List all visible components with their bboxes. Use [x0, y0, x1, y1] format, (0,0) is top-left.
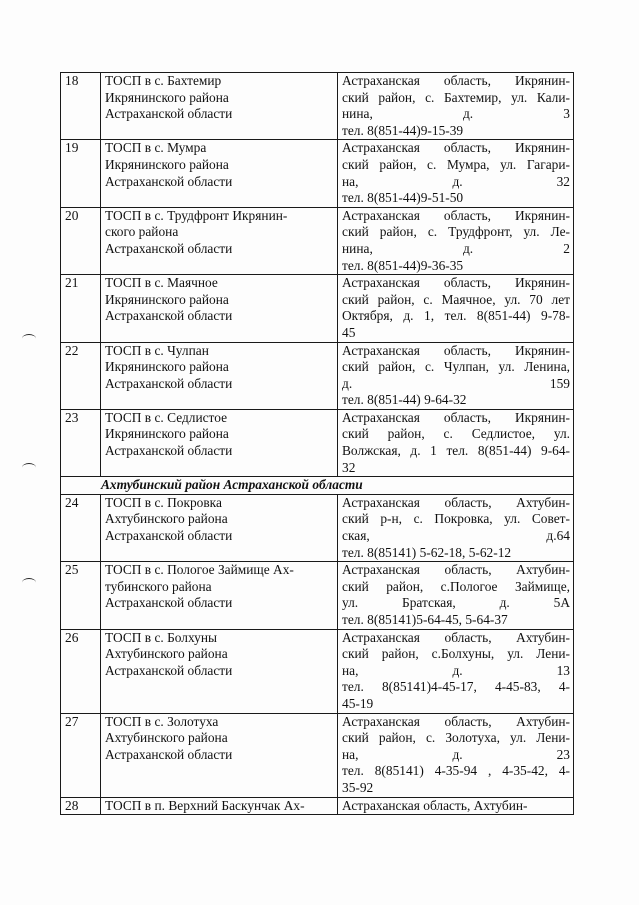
office-name-line: ТОСП в с. Болхуны: [105, 629, 218, 645]
address-cell: [338, 797, 574, 815]
row-number: 26: [61, 629, 101, 713]
row-number: 19: [61, 140, 101, 207]
address-line: 32: [342, 459, 356, 475]
office-name-cell: [101, 629, 338, 713]
table-row: [61, 73, 574, 140]
address-line: ский район, с. Золотуха, ул. Лени-: [342, 730, 570, 746]
address-line: 45: [342, 324, 356, 340]
address-line: тел. 8(851-44)9-51-50: [342, 190, 464, 206]
address-line: на, д. 13: [342, 662, 570, 678]
address-line: ский район, с. Мумра, ул. Гагари-: [342, 156, 570, 172]
table-row: [61, 140, 574, 207]
office-name-line: ТОСП в с. Покровка: [105, 494, 222, 510]
address-line: на, д. 23: [342, 746, 570, 762]
row-number: 24: [61, 494, 101, 561]
address-line: д. 159: [342, 375, 570, 391]
hole-punch-mark: [22, 334, 36, 343]
office-name-line: Астраханской области: [105, 595, 233, 611]
address-line: Астраханская область, Икрянин-: [342, 275, 570, 291]
office-name-cell: [101, 275, 338, 342]
address-line: тел. 8(851-44)9-15-39: [342, 122, 464, 138]
row-number: 18: [61, 73, 101, 140]
address-line: нина, д. 3: [342, 106, 570, 122]
office-name-line: Икрянинского района: [105, 359, 229, 375]
table-row: [61, 797, 574, 815]
address-cell: [338, 629, 574, 713]
address-line: ский район, с.Болхуны, ул. Лени-: [342, 646, 570, 662]
table-row: [61, 275, 574, 342]
office-name-line: Ахтубинского района: [105, 511, 228, 527]
row-number: 22: [61, 342, 101, 409]
table-row: [61, 562, 574, 629]
address-line: тел. 8(851-44)9-36-35: [342, 257, 464, 273]
office-name-line: Икрянинского района: [105, 291, 229, 307]
address-line: Астраханская область, Икрянин-: [342, 342, 570, 358]
address-cell: [338, 207, 574, 274]
row-number: 23: [61, 409, 101, 476]
address-line: Октября, д. 1, тел. 8(851-44) 9-78-: [342, 308, 570, 324]
row-number: 20: [61, 207, 101, 274]
office-name-line: Ахтубинского района: [105, 646, 228, 662]
address-line: 35-92: [342, 779, 374, 795]
office-name-cell: [101, 797, 338, 815]
office-name-line: ТОСП в с. Пологое Займище Ах-: [105, 562, 294, 578]
office-name-line: Икрянинского района: [105, 156, 229, 172]
office-name-line: Астраханской области: [105, 308, 233, 324]
address-cell: [338, 494, 574, 561]
address-line: тел. 8(85141)5-64-45, 5-64-37: [342, 612, 508, 627]
office-name-line: ТОСП в с. Седлистое: [105, 409, 228, 425]
office-name-line: ТОСП в с. Чулпан: [105, 342, 209, 358]
address-line: Волжская, д. 1 тел. 8(851-44) 9-64-: [342, 443, 570, 459]
table-body-akhtubinsky: [61, 494, 574, 814]
office-name-line: Астраханской области: [105, 746, 233, 762]
address-line: ский район, с.Пологое Займище,: [342, 578, 570, 594]
address-line: ская, д.64: [342, 528, 570, 544]
office-name-line: ТОСП в с. Золотуха: [105, 713, 219, 729]
office-name-cell: [101, 342, 338, 409]
address-cell: [338, 275, 574, 342]
address-line: тел. 8(85141) 4-35-94 , 4-35-42, 4-: [342, 763, 570, 779]
table-row: [61, 713, 574, 797]
office-name-line: ТОСП в с. Трудфронт Икрянин-: [105, 207, 288, 223]
office-name-line: Астраханской области: [105, 375, 233, 391]
section-header-row: [61, 477, 574, 495]
branch-table: [60, 72, 574, 815]
address-line: тел. 8(851-44) 9-64-32: [342, 392, 467, 408]
address-line: Астраханская область, Ахтубин-: [342, 629, 570, 645]
office-name-line: Астраханской области: [105, 443, 233, 459]
table-row: [61, 629, 574, 713]
address-line: нина, д. 2: [342, 240, 570, 256]
office-name-line: ТОСП в п. Верхний Баскунчак Ах-: [105, 797, 305, 813]
address-line: ский район, с. Чулпан, ул. Ленина,: [342, 359, 570, 375]
row-number: 27: [61, 713, 101, 797]
row-number: 28: [61, 797, 101, 815]
office-name-cell: [101, 409, 338, 476]
address-line: Астраханская область, Икрянин-: [342, 409, 570, 425]
address-cell: [338, 73, 574, 140]
address-line: ский р-н, с. Покровка, ул. Совет-: [342, 511, 570, 527]
office-name-line: ТОСП в с. Бахтемир: [105, 73, 222, 88]
office-name-line: Икрянинского района: [105, 426, 229, 442]
address-line: Астраханская область, Ахтубин-: [342, 562, 570, 578]
office-name-line: ТОСП в с. Мумра: [105, 140, 207, 156]
row-number: 21: [61, 275, 101, 342]
address-cell: [338, 409, 574, 476]
address-line: тел. 8(85141)4-45-17, 4-45-83, 4-: [342, 679, 570, 695]
address-cell: [338, 562, 574, 629]
address-line: Астраханская область, Ахтубин-: [342, 494, 570, 510]
row-number: 25: [61, 562, 101, 629]
address-cell: [338, 342, 574, 409]
address-line: Астраханская область, Ахтубин-: [342, 713, 570, 729]
address-line: на, д. 32: [342, 173, 570, 189]
office-name-line: тубинского района: [105, 578, 212, 594]
table-row: [61, 409, 574, 476]
section-title: Ахтубинский район Астраханской области: [61, 477, 574, 495]
office-name-cell: [101, 713, 338, 797]
office-name-line: ТОСП в с. Маячное: [105, 275, 218, 291]
office-name-line: Астраханской области: [105, 173, 233, 189]
office-name-line: Астраханской области: [105, 662, 233, 678]
address-line: Астраханская область, Икрянин-: [342, 207, 570, 223]
section-header-body: [61, 477, 574, 495]
address-line: ский район, с. Седлистое, ул.: [342, 426, 570, 442]
table-row: [61, 342, 574, 409]
office-name-line: Икрянинского района: [105, 89, 229, 105]
office-name-cell: [101, 562, 338, 629]
office-name-line: Астраханской области: [105, 240, 233, 256]
office-name-cell: [101, 140, 338, 207]
hole-punch-mark: [22, 578, 36, 587]
address-line: 45-19: [342, 695, 374, 711]
hole-punch-mark: [22, 463, 36, 472]
address-line: Астраханская область, Икрянин-: [342, 140, 570, 156]
address-line: ул. Братская, д. 5А: [342, 595, 570, 611]
address-line: ский район, с. Бахтемир, ул. Кали-: [342, 89, 570, 105]
office-name-line: Астраханской области: [105, 106, 233, 122]
office-name-cell: [101, 207, 338, 274]
address-line: тел. 8(85141) 5-62-18, 5-62-12: [342, 544, 512, 560]
office-name-cell: [101, 73, 338, 140]
address-line: Астраханская область, Ахтубин-: [342, 797, 528, 813]
address-cell: [338, 140, 574, 207]
office-name-line: Ахтубинского района: [105, 730, 228, 746]
address-cell: [338, 713, 574, 797]
office-name-line: ского района: [105, 224, 179, 240]
table-row: [61, 207, 574, 274]
office-name-line: Астраханской области: [105, 528, 233, 544]
address-line: ский район, с. Трудфронт, ул. Ле-: [342, 224, 570, 240]
office-name-cell: [101, 494, 338, 561]
table-body-ikryaninsky: [61, 73, 574, 477]
address-line: Астраханская область, Икрянин-: [342, 73, 570, 88]
address-line: ский район, с. Маячное, ул. 70 лет: [342, 291, 570, 307]
table-row: [61, 494, 574, 561]
